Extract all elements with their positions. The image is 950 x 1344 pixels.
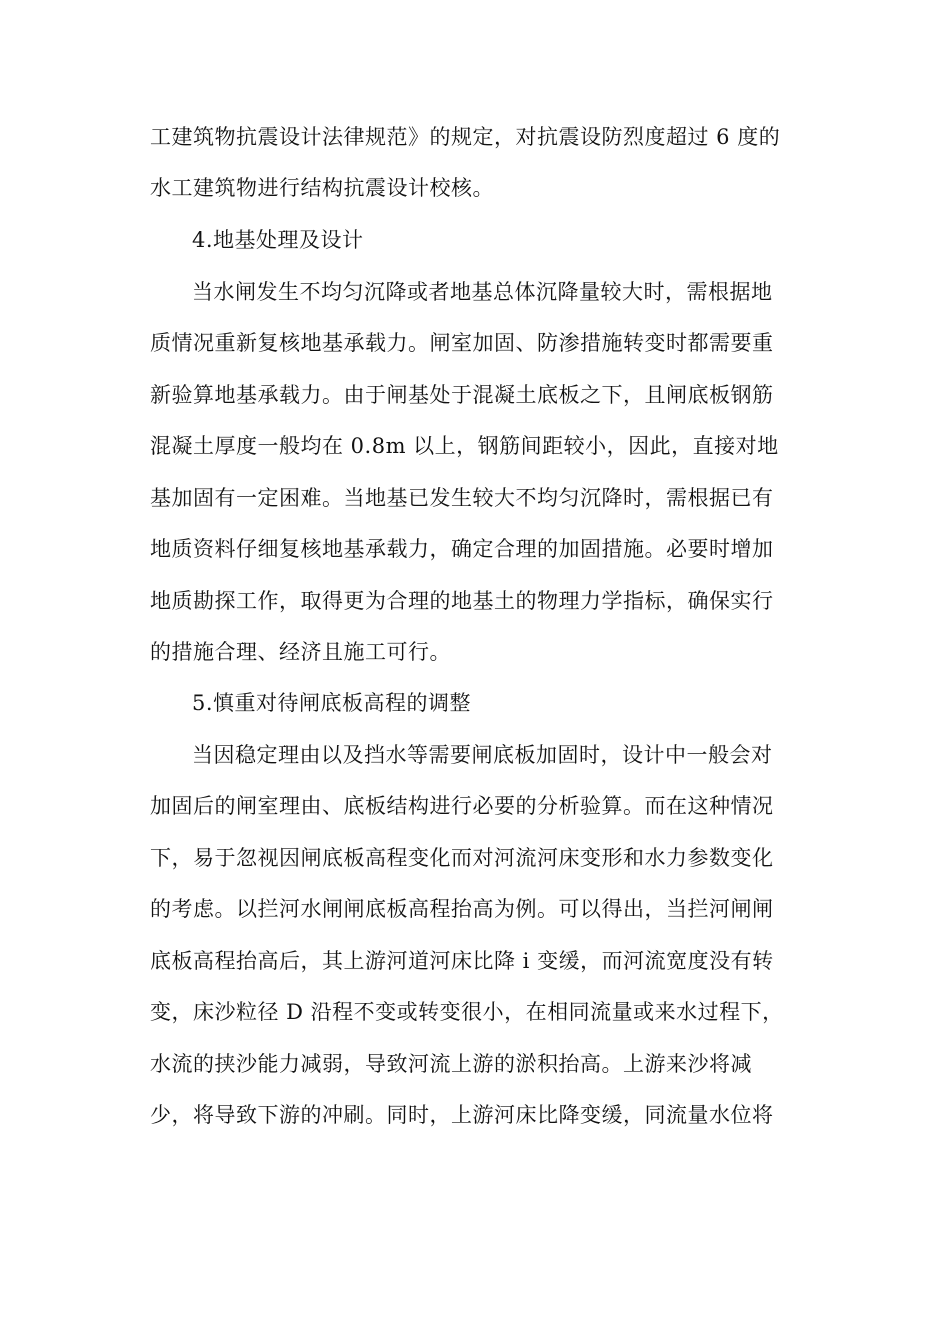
- body-text-line: 的考虑。以拦河水闸闸底板高程抬高为例。可以得出，当拦河闸闸: [150, 897, 774, 921]
- body-text-line: 少，将导致下游的冲刷。同时，上游河床比降变缓，同流量水位将: [150, 1103, 774, 1127]
- body-text-line: 的措施合理、经济且施工可行。: [150, 640, 451, 664]
- section-heading: 5.慎重对待闸底板高程的调整: [192, 691, 472, 715]
- body-text-line: 下，易于忽视因闸底板高程变化而对河流河床变形和水力参数变化: [150, 846, 774, 870]
- body-text-line: 混凝土厚度一般均在 0.8m 以上，钢筋间距较小，因此，直接对地: [150, 434, 779, 458]
- body-text-line: 变，床沙粒径 D 沿程不变或转变很小，在相同流量或来水过程下，: [150, 1000, 784, 1024]
- body-text-line: 加固后的闸室理由、底板结构进行必要的分析验算。而在这种情况: [150, 794, 774, 818]
- body-text-line: 地质资料仔细复核地基承载力，确定合理的加固措施。必要时增加: [150, 537, 774, 561]
- body-text-line: 地质勘探工作，取得更为合理的地基土的物理力学指标，确保实行: [150, 589, 774, 613]
- body-text-line: 水工建筑物进行结构抗震设计校核。: [150, 176, 494, 200]
- body-text-line: 基加固有一定困难。当地基已发生较大不均匀沉降时，需根据已有: [150, 486, 774, 510]
- section-heading: 4.地基处理及设计: [192, 228, 364, 252]
- body-text-line: 工建筑物抗震设计法律规范》的规定，对抗震设防烈度超过 6 度的: [150, 125, 781, 149]
- body-text-line: 质情况重新复核地基承载力。闸室加固、防渗措施转变时都需要重: [150, 331, 774, 355]
- body-text-line: 底板高程抬高后，其上游河道河床比降 i 变缓，而河流宽度没有转: [150, 949, 774, 973]
- body-text-line: 新验算地基承载力。由于闸基处于混凝土底板之下，且闸底板钢筋: [150, 383, 774, 407]
- body-text-line: 当水闸发生不均匀沉降或者地基总体沉降量较大时，需根据地: [192, 280, 773, 304]
- body-text-line: 水流的挟沙能力减弱，导致河流上游的淤积抬高。上游来沙将减: [150, 1052, 752, 1076]
- body-text-line: 当因稳定理由以及挡水等需要闸底板加固时，设计中一般会对: [192, 743, 773, 767]
